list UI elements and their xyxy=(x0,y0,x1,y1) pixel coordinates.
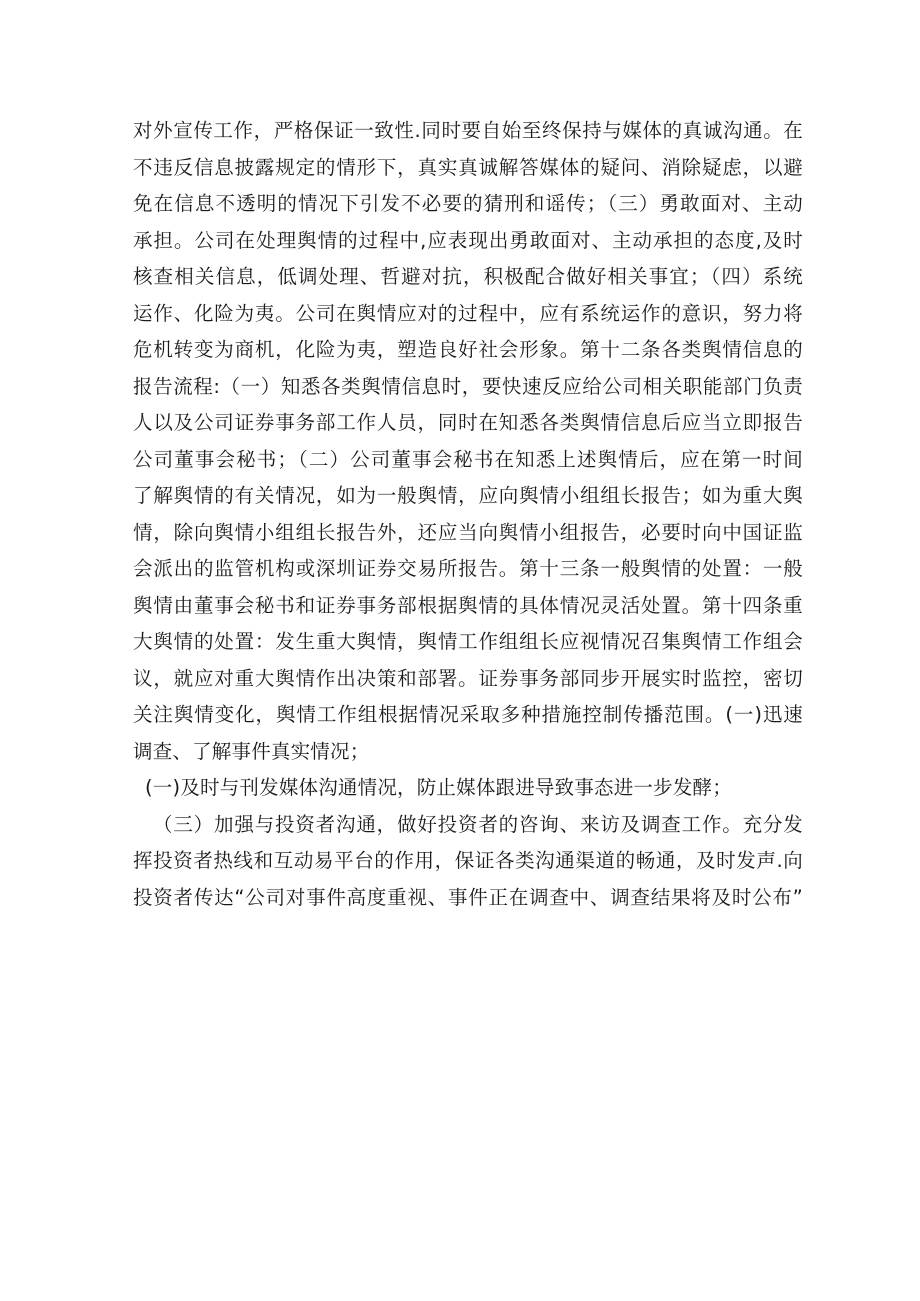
text-line: 会派出的监管机构或深圳证券交易所报告。第十三条一般舆情的处置：一般 xyxy=(133,557,803,580)
text-line: （三）加强与投资者沟通，做好投资者的咨询、来访及调查工作。充分发 xyxy=(153,812,803,836)
text-line: 危机转变为商机，化险为夷，塑造良好社会形象。第十二条各类舆情信息的 xyxy=(133,338,803,361)
text-line: 人以及公司证券事务部工作人员，同时在知悉各类舆情信息后应当立即报告 xyxy=(133,411,803,434)
text-line: 情，除向舆情小组组长报告外，还应当向舆情小组报告，必要时向中国证监 xyxy=(133,520,803,544)
text-line: 运作、化险为夷。公司在舆情应对的过程中，应有系统运作的意识，努力将 xyxy=(133,301,803,325)
body-text xyxy=(133,113,803,916)
text-line: 关注舆情变化，舆情工作组根据情况采取多种措施控制传播范围。(一)迅速 xyxy=(133,703,803,726)
text-line: 不违反信息披露规定的情形下，真实真诚解答媒体的疑问、消除疑虑，以避 xyxy=(133,155,803,179)
text-line: 对外宣传工作，严格保证一致性.同时要自始至终保持与媒体的真诚沟通。在 xyxy=(133,119,803,142)
text-line: 了解舆情的有关情况，如为一般舆情，应向舆情小组组长报告；如为重大舆 xyxy=(133,484,803,507)
text-line: 大舆情的处置：发生重大舆情，舆情工作组组长应视情况召集舆情工作组会 xyxy=(133,630,803,653)
text-line: 免在信息不透明的情况下引发不必要的猜刑和谣传；（三）勇敢面对、主动 xyxy=(133,192,803,215)
text-line: 核查相关信息，低调处理、哲避对抗，积极配合做好相关事宜；（四）系统 xyxy=(133,265,803,288)
text-line: 舆情由董事会秘书和证券事务部根据舆情的具体情况灵活处置。第十四条重 xyxy=(133,593,803,617)
text-line: 公司董事会秘书；（二）公司董事会秘书在知悉上述舆情后，应在第一时间 xyxy=(133,447,803,471)
text-line: (一)及时与刊发媒体沟通情况，防止媒体跟进导致事态进一步发酵； xyxy=(145,776,732,799)
text-line: 挥投资者热线和互动易平台的作用，保证各类沟通渠道的畅通，及时发声.向 xyxy=(133,849,803,872)
text-line: 承担。公司在处理舆情的过程中,应表现出勇敢面对、主动承担的态度,及时 xyxy=(133,228,803,252)
text-line: 调查、了解事件真实情况； xyxy=(133,739,370,763)
text-line: 报告流程:（一）知悉各类舆情信息时，要快速反应给公司相关职能部门负责 xyxy=(133,374,803,398)
text-line: 投资者传达“公司对事件高度重视、事件正在调查中、调查结果将及时公布” xyxy=(133,885,803,909)
text-line: 议，就应对重大舆情作出决策和部署。证券事务部同步开展实时监控，密切 xyxy=(133,666,803,690)
